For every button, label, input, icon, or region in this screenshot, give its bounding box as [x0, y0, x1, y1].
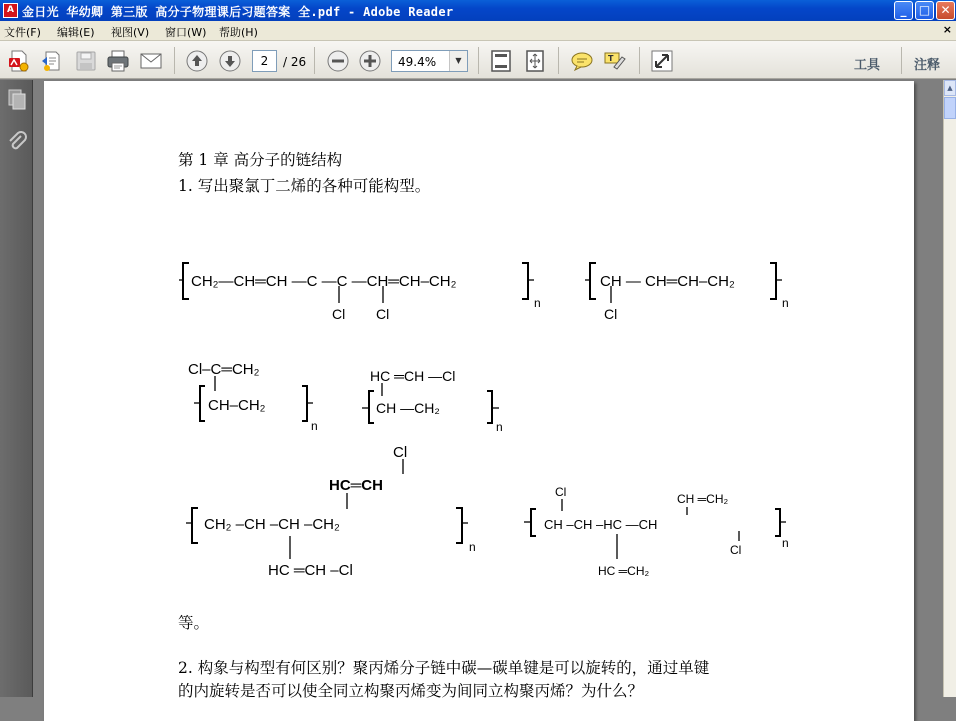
structure-6-chain: CH –CH –HC —CH [544, 517, 658, 532]
toolbar-separator [314, 47, 315, 74]
comment-pane-button[interactable]: 注释 [914, 58, 941, 73]
navigation-panel [0, 80, 33, 697]
chapter-title: 第 1 章 高分子的链结构 [178, 151, 343, 169]
attachments-icon[interactable] [6, 130, 28, 154]
zoom-select[interactable] [391, 50, 468, 72]
menu-file[interactable]: 文件(F) [4, 26, 41, 39]
svg-text:T: T [608, 54, 614, 63]
question-2-line-2: 的内旋转是否可以使全同立构聚丙烯变为间同立构聚丙烯？为什么？ [178, 682, 644, 700]
structure-bonds-and-brackets [179, 263, 786, 559]
toolbar-separator [478, 47, 479, 74]
chevron-down-icon[interactable]: ▼ [449, 51, 467, 71]
fit-width-icon[interactable] [523, 49, 547, 73]
toolbar-separator [901, 47, 902, 74]
email-icon[interactable] [139, 49, 163, 73]
menu-edit[interactable]: 编辑(E) [57, 26, 95, 39]
structure-3-chain: CH–CH₂ [208, 397, 266, 414]
structure-3-top: Cl–C═CH₂ [188, 361, 260, 378]
toolbar-separator [558, 47, 559, 74]
vertical-scrollbar[interactable] [943, 80, 956, 697]
zoom-out-icon[interactable] [326, 49, 350, 73]
question-1: 1. 写出聚氯丁二烯的各种可能构型。 [178, 177, 431, 195]
toolbar-separator [174, 47, 175, 74]
maximize-button[interactable]: □ [915, 1, 934, 20]
structure-2-n: n [782, 296, 789, 310]
menu-bar [0, 21, 956, 41]
print-icon[interactable] [106, 49, 130, 73]
structure-5-chain: CH₂ –CH –CH –CH₂ [204, 516, 340, 533]
structure-4-n: n [496, 420, 503, 434]
structure-1-n: n [534, 296, 541, 310]
highlight-icon[interactable] [603, 49, 627, 73]
structure-4-chain: CH —CH₂ [376, 400, 440, 416]
zoom-value: 49.4% [398, 55, 437, 69]
fit-page-icon[interactable] [489, 49, 513, 73]
scroll-thumb[interactable] [944, 97, 956, 119]
structure-2-cl: Cl [604, 306, 618, 322]
etc-text: 等。 [178, 614, 210, 632]
structure-6-top-cl: Cl [555, 485, 567, 499]
structure-6-cl: Cl [730, 543, 742, 557]
next-page-icon[interactable] [218, 49, 242, 73]
structure-1-cl-right: Cl [376, 306, 390, 322]
structure-2-chain: CH — CH═CH–CH₂ [600, 273, 735, 290]
expand-icon[interactable] [650, 49, 674, 73]
question-2-line-1: 2. 构象与构型有何区别？聚丙烯分子链中碳—碳单键是可以旋转的，通过单键 [178, 659, 710, 677]
comment-icon[interactable] [570, 49, 594, 73]
structure-1-chain: CH₂—CH═CH —C —C —CH═CH–CH₂ [191, 273, 457, 290]
structure-4-top: HC ═CH —Cl [370, 368, 456, 384]
create-pdf-icon[interactable] [7, 49, 31, 73]
menu-window[interactable]: 窗口(W) [165, 26, 207, 39]
menu-help[interactable]: 帮助(H) [219, 26, 258, 39]
save-icon[interactable] [74, 49, 98, 73]
share-document-icon[interactable] [40, 49, 64, 73]
pdf-page [44, 81, 914, 721]
close-button[interactable]: ✕ [936, 1, 955, 20]
structure-5-top: HC═CH [329, 477, 383, 494]
scroll-up-icon[interactable]: ▲ [944, 80, 956, 96]
zoom-in-icon[interactable] [358, 49, 382, 73]
structure-5-top-cl: Cl [393, 444, 408, 461]
adobe-reader-icon: A [3, 3, 18, 18]
page-total: / 26 [283, 55, 307, 69]
structure-5-n: n [469, 540, 476, 554]
chemical-structures [44, 81, 914, 721]
menu-view[interactable]: 视图(V) [111, 26, 150, 39]
document-close-button[interactable]: × [942, 23, 952, 36]
minimize-button[interactable]: _ [894, 1, 913, 20]
tools-pane-button[interactable]: 工具 [854, 58, 881, 73]
toolbar-separator [639, 47, 640, 74]
structure-6-bottom: HC ═CH₂ [598, 564, 650, 578]
toolbar [0, 41, 956, 79]
previous-page-icon[interactable] [185, 49, 209, 73]
page-thumbnails-icon[interactable] [6, 88, 28, 112]
structure-6-n: n [782, 536, 789, 550]
title-bar[interactable] [0, 0, 956, 21]
structure-1-cl-left: Cl [332, 306, 346, 322]
structure-5-bottom: HC ═CH –Cl [268, 562, 353, 579]
window-title: 金日光 华幼卿 第三版 高分子物理课后习题答案 全.pdf - Adobe Reader [22, 5, 454, 19]
structure-3-n: n [311, 419, 318, 433]
structure-6-top-right: CH ═CH₂ [677, 492, 729, 506]
document-viewport[interactable] [34, 80, 943, 700]
page-number-input[interactable] [252, 50, 277, 72]
